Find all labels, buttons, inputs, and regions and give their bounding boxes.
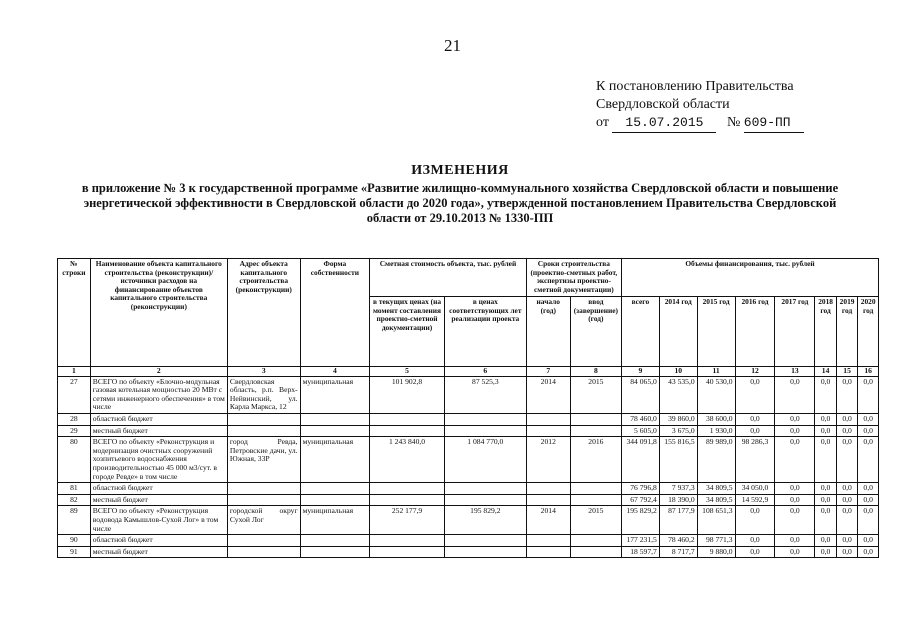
header-object-name: Наименование объекта капитального строительства (реконструкции)/ источники расходов на финансирование объектов капитального строительства (реконструкции) xyxy=(90,259,227,367)
object-name-cell: областной бюджет xyxy=(90,483,227,495)
header-cost-group: Сметная стоимость объекта, тыс. рублей xyxy=(370,259,527,297)
funding-2017-cell: 0,0 xyxy=(775,494,815,506)
object-name-cell: областной бюджет xyxy=(90,535,227,547)
funding-2020-cell: 0,0 xyxy=(858,506,879,535)
ownership-cell xyxy=(300,494,370,506)
funding-total-cell: 84 065,0 xyxy=(621,376,659,413)
financing-table xyxy=(57,258,879,558)
column-number: 4 xyxy=(300,367,370,377)
object-name-cell: ВСЕГО по объекту «Реконструкция и модернизация очистных сооружений хозпитьевого водоснабжения производительностью 45 000 м3/сут. в городе Ревде» в том числе xyxy=(90,437,227,483)
table-row xyxy=(58,494,879,506)
approval-date-line xyxy=(596,114,804,133)
cost-current-cell xyxy=(370,535,445,547)
funding-2014-cell: 18 390,0 xyxy=(659,494,697,506)
header-address: Адрес объекта капитального строительства (реконструкции) xyxy=(227,259,300,367)
funding-2019-cell: 0,0 xyxy=(836,413,857,425)
approval-date: 15.07.2015 xyxy=(612,114,716,133)
approval-line-1: К постановлению Правительства xyxy=(596,79,794,94)
header-cost-current: в текущих ценах (на момент составления проектно-сметной документации) xyxy=(370,297,445,367)
finish-year-cell xyxy=(570,535,621,547)
funding-2015-cell: 98 771,3 xyxy=(697,535,735,547)
funding-2014-cell: 155 816,5 xyxy=(659,437,697,483)
column-number: 5 xyxy=(370,367,445,377)
finish-year-cell xyxy=(570,494,621,506)
row-number-cell: 80 xyxy=(58,437,91,483)
date-prefix: от xyxy=(596,115,609,130)
header-2016: 2016 год xyxy=(735,297,775,367)
page-number: 21 xyxy=(444,36,461,55)
funding-total-cell: 67 792,4 xyxy=(621,494,659,506)
header-total: всего xyxy=(621,297,659,367)
cost-current-cell: 101 902,8 xyxy=(370,376,445,413)
funding-2017-cell: 0,0 xyxy=(775,546,815,558)
finish-year-cell xyxy=(570,413,621,425)
ownership-cell: муниципальная xyxy=(300,437,370,483)
header-cost-period: в ценах соответствующих лет реализации проекта xyxy=(444,297,526,367)
column-number: 12 xyxy=(735,367,775,377)
column-number-row xyxy=(58,367,879,377)
table-row xyxy=(58,546,879,558)
header-finish: ввод (завершение) (год) xyxy=(570,297,621,367)
cost-period-cell xyxy=(444,413,526,425)
table-row xyxy=(58,483,879,495)
funding-2020-cell: 0,0 xyxy=(858,535,879,547)
object-address-cell xyxy=(227,483,300,495)
table-row xyxy=(58,535,879,547)
funding-2019-cell: 0,0 xyxy=(836,437,857,483)
funding-total-cell: 177 231,5 xyxy=(621,535,659,547)
start-year-cell xyxy=(526,546,570,558)
funding-2017-cell: 0,0 xyxy=(775,437,815,483)
table-row xyxy=(58,506,879,535)
header-2019: 2019 год xyxy=(836,297,857,367)
funding-2017-cell: 0,0 xyxy=(775,535,815,547)
object-name-cell: местный бюджет xyxy=(90,425,227,437)
funding-2016-cell: 0,0 xyxy=(735,413,775,425)
header-2014: 2014 год xyxy=(659,297,697,367)
ownership-cell: муниципальная xyxy=(300,506,370,535)
funding-2018-cell: 0,0 xyxy=(815,483,836,495)
document-title xyxy=(80,163,840,226)
start-year-cell xyxy=(526,425,570,437)
cost-period-cell: 1 084 770,0 xyxy=(444,437,526,483)
cost-period-cell: 195 829,2 xyxy=(444,506,526,535)
column-number: 6 xyxy=(444,367,526,377)
funding-2018-cell: 0,0 xyxy=(815,425,836,437)
finish-year-cell: 2015 xyxy=(570,506,621,535)
funding-2016-cell: 98 286,3 xyxy=(735,437,775,483)
funding-2017-cell: 0,0 xyxy=(775,413,815,425)
funding-total-cell: 344 091,8 xyxy=(621,437,659,483)
funding-2018-cell: 0,0 xyxy=(815,376,836,413)
column-number: 3 xyxy=(227,367,300,377)
funding-2018-cell: 0,0 xyxy=(815,506,836,535)
funding-2018-cell: 0,0 xyxy=(815,546,836,558)
cost-period-cell xyxy=(444,425,526,437)
header-2017: 2017 год xyxy=(775,297,815,367)
column-number: 9 xyxy=(621,367,659,377)
funding-2014-cell: 43 535,0 xyxy=(659,376,697,413)
funding-2020-cell: 0,0 xyxy=(858,376,879,413)
header-funding-group: Объемы финансирования, тыс. рублей xyxy=(621,259,878,297)
object-address-cell: город Ревда, Петровские дачи, ул. Южная, 33Р xyxy=(227,437,300,483)
funding-2014-cell: 8 717,7 xyxy=(659,546,697,558)
column-number: 7 xyxy=(526,367,570,377)
row-number-cell: 81 xyxy=(58,483,91,495)
funding-2020-cell: 0,0 xyxy=(858,425,879,437)
funding-2015-cell: 9 880,0 xyxy=(697,546,735,558)
ownership-cell xyxy=(300,535,370,547)
funding-2019-cell: 0,0 xyxy=(836,546,857,558)
funding-2020-cell: 0,0 xyxy=(858,483,879,495)
funding-2016-cell: 0,0 xyxy=(735,425,775,437)
funding-2016-cell: 0,0 xyxy=(735,546,775,558)
table-row xyxy=(58,413,879,425)
object-name-cell: ВСЕГО по объекту «Блочно-модульная газовая котельная мощностью 20 МВт с сетями инженерного обеспечения» в том числе xyxy=(90,376,227,413)
approval-stamp xyxy=(596,78,804,133)
start-year-cell: 2014 xyxy=(526,376,570,413)
funding-2018-cell: 0,0 xyxy=(815,413,836,425)
funding-2019-cell: 0,0 xyxy=(836,506,857,535)
funding-2015-cell: 34 809,5 xyxy=(697,494,735,506)
object-name-cell: местный бюджет xyxy=(90,546,227,558)
cost-current-cell xyxy=(370,483,445,495)
object-address-cell xyxy=(227,546,300,558)
cost-period-cell xyxy=(444,494,526,506)
funding-total-cell: 195 829,2 xyxy=(621,506,659,535)
object-address-cell: Свердловская область, р.п. Верх-Нейвинский, ул. Карла Маркса, 12 xyxy=(227,376,300,413)
title-heading: ИЗМЕНЕНИЯ xyxy=(411,163,509,178)
row-number-cell: 91 xyxy=(58,546,91,558)
object-name-cell: областной бюджет xyxy=(90,413,227,425)
finish-year-cell xyxy=(570,425,621,437)
funding-2020-cell: 0,0 xyxy=(858,546,879,558)
funding-2015-cell: 38 600,0 xyxy=(697,413,735,425)
start-year-cell xyxy=(526,483,570,495)
column-number: 16 xyxy=(858,367,879,377)
object-address-cell xyxy=(227,425,300,437)
funding-2015-cell: 89 989,0 xyxy=(697,437,735,483)
cost-period-cell xyxy=(444,483,526,495)
funding-2018-cell: 0,0 xyxy=(815,535,836,547)
number-prefix: № xyxy=(726,115,741,130)
row-number-cell: 29 xyxy=(58,425,91,437)
funding-2019-cell: 0,0 xyxy=(836,494,857,506)
funding-2018-cell: 0,0 xyxy=(815,437,836,483)
cost-current-cell: 1 243 840,0 xyxy=(370,437,445,483)
header-start: начало (год) xyxy=(526,297,570,367)
funding-2015-cell: 1 930,0 xyxy=(697,425,735,437)
funding-total-cell: 78 460,0 xyxy=(621,413,659,425)
header-2015: 2015 год xyxy=(697,297,735,367)
funding-2019-cell: 0,0 xyxy=(836,483,857,495)
cost-current-cell xyxy=(370,413,445,425)
funding-2015-cell: 108 651,3 xyxy=(697,506,735,535)
column-number: 14 xyxy=(815,367,836,377)
funding-2019-cell: 0,0 xyxy=(836,535,857,547)
funding-2018-cell: 0,0 xyxy=(815,494,836,506)
row-number-cell: 89 xyxy=(58,506,91,535)
funding-2017-cell: 0,0 xyxy=(775,425,815,437)
column-number: 1 xyxy=(58,367,91,377)
start-year-cell xyxy=(526,494,570,506)
approval-number: 609-ПП xyxy=(744,114,804,133)
object-address-cell xyxy=(227,494,300,506)
object-address-cell xyxy=(227,535,300,547)
funding-2016-cell: 0,0 xyxy=(735,535,775,547)
column-number: 10 xyxy=(659,367,697,377)
title-subtitle: в приложение № 3 к государственной программе «Развитие жилищно-коммунального хозяйства Свердловской области и повышение энергетической эффективности в Свердловской области до 2020 года», утвержденной постановлением Правительства Свердловской области от 29.10.2013 № 1330-ПП xyxy=(81,181,839,225)
object-address-cell: городской округ Сухой Лог xyxy=(227,506,300,535)
object-name-cell: местный бюджет xyxy=(90,494,227,506)
start-year-cell xyxy=(526,413,570,425)
funding-2014-cell: 87 177,9 xyxy=(659,506,697,535)
header-2020: 2020 год xyxy=(858,297,879,367)
row-number-cell: 28 xyxy=(58,413,91,425)
column-number: 13 xyxy=(775,367,815,377)
cost-current-cell: 252 177,9 xyxy=(370,506,445,535)
cost-period-cell xyxy=(444,546,526,558)
object-name-cell: ВСЕГО по объекту «Реконструкция водовода Камышлов-Сухой Лог» в том числе xyxy=(90,506,227,535)
cost-current-cell xyxy=(370,494,445,506)
start-year-cell: 2012 xyxy=(526,437,570,483)
ownership-cell xyxy=(300,483,370,495)
header-row-no: № строки xyxy=(58,259,91,367)
funding-2020-cell: 0,0 xyxy=(858,437,879,483)
funding-2017-cell: 0,0 xyxy=(775,506,815,535)
ownership-cell xyxy=(300,546,370,558)
start-year-cell: 2014 xyxy=(526,506,570,535)
funding-total-cell: 5 605,0 xyxy=(621,425,659,437)
funding-2016-cell: 14 592,9 xyxy=(735,494,775,506)
funding-2016-cell: 0,0 xyxy=(735,376,775,413)
column-number: 11 xyxy=(697,367,735,377)
funding-2020-cell: 0,0 xyxy=(858,413,879,425)
header-2018: 2018 год xyxy=(815,297,836,367)
finish-year-cell: 2015 xyxy=(570,376,621,413)
finish-year-cell: 2016 xyxy=(570,437,621,483)
funding-total-cell: 76 796,8 xyxy=(621,483,659,495)
funding-total-cell: 18 597,7 xyxy=(621,546,659,558)
funding-2019-cell: 0,0 xyxy=(836,425,857,437)
funding-2016-cell: 34 050,0 xyxy=(735,483,775,495)
table-row xyxy=(58,437,879,483)
start-year-cell xyxy=(526,535,570,547)
header-ownership: Форма собственности xyxy=(300,259,370,367)
row-number-cell: 27 xyxy=(58,376,91,413)
funding-2014-cell: 39 860,0 xyxy=(659,413,697,425)
header-terms-group: Сроки строительства (проектно-сметных работ, экспертизы проектно-сметной документации) xyxy=(526,259,621,297)
ownership-cell: муниципальная xyxy=(300,376,370,413)
cost-period-cell: 87 525,3 xyxy=(444,376,526,413)
table-row xyxy=(58,376,879,413)
cost-current-cell xyxy=(370,546,445,558)
funding-2019-cell: 0,0 xyxy=(836,376,857,413)
column-number: 8 xyxy=(570,367,621,377)
ownership-cell xyxy=(300,425,370,437)
funding-2016-cell: 0,0 xyxy=(735,506,775,535)
row-number-cell: 90 xyxy=(58,535,91,547)
funding-2017-cell: 0,0 xyxy=(775,483,815,495)
funding-2014-cell: 3 675,0 xyxy=(659,425,697,437)
funding-2020-cell: 0,0 xyxy=(858,494,879,506)
table-row xyxy=(58,425,879,437)
row-number-cell: 82 xyxy=(58,494,91,506)
column-number: 15 xyxy=(836,367,857,377)
cost-period-cell xyxy=(444,535,526,547)
cost-current-cell xyxy=(370,425,445,437)
approval-line-2: Свердловской области xyxy=(596,97,730,112)
funding-2014-cell: 78 460,2 xyxy=(659,535,697,547)
column-number: 2 xyxy=(90,367,227,377)
ownership-cell xyxy=(300,413,370,425)
funding-2017-cell: 0,0 xyxy=(775,376,815,413)
funding-2015-cell: 34 809,5 xyxy=(697,483,735,495)
finish-year-cell xyxy=(570,483,621,495)
object-address-cell xyxy=(227,413,300,425)
funding-2015-cell: 40 530,0 xyxy=(697,376,735,413)
funding-2014-cell: 7 937,3 xyxy=(659,483,697,495)
finish-year-cell xyxy=(570,546,621,558)
